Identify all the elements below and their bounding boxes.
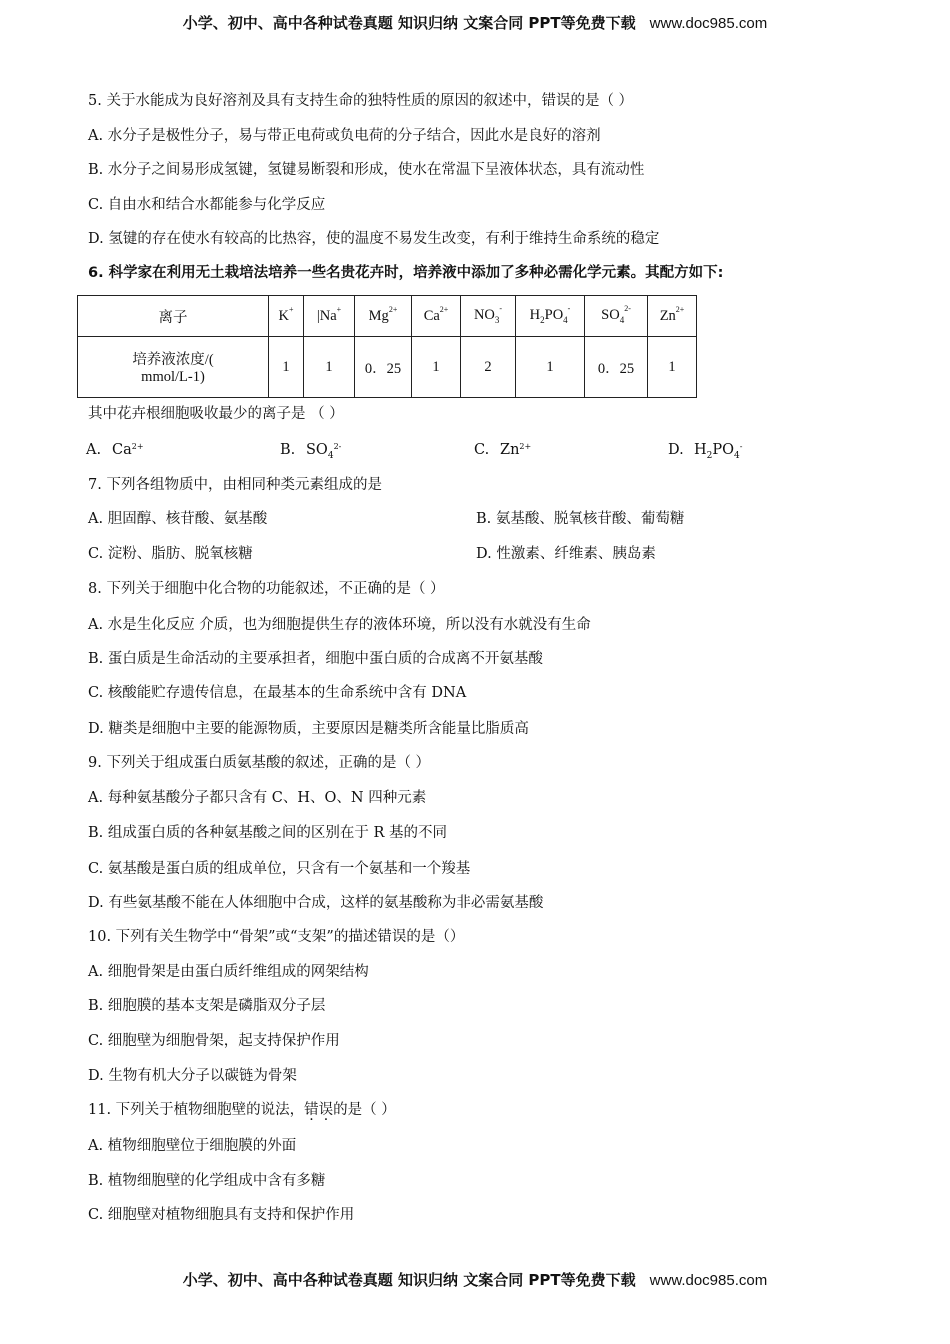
banner-text: 小学、初中、高中各种试卷真题 知识归纳 文案合同 PPT等免费下载 <box>182 14 636 32</box>
banner-text: 小学、初中、高中各种试卷真题 知识归纳 文案合同 PPT等免费下载 <box>182 1271 636 1289</box>
q9-option-b: B. 组成蛋白质的各种氨基酸之间的区别在于 R 基的不同 <box>88 825 448 841</box>
q11-option-c: C. 细胞壁对植物细胞具有支持和保护作用 <box>88 1207 355 1223</box>
ion-na: |Na+ <box>304 296 355 337</box>
ion-zn: $Zn^{2+}$ <box>648 296 697 337</box>
ion-h2po4: $H_2PO_4^-$ <box>516 296 585 337</box>
q11-option-b: B. 植物细胞壁的化学组成中含有多糖 <box>88 1173 326 1189</box>
ion-mg: $Mg^{2+}$ <box>355 296 412 337</box>
q5-option-c: C. 自由水和结合水都能参与化学反应 <box>88 197 326 213</box>
ion-no3: $NO_3^-$ <box>461 296 516 337</box>
q6-stem: 6. 科学家在利用无土栽培法培养一些名贵花卉时，培养液中添加了多种必需化学元素。其配方如下: <box>88 265 724 281</box>
ion-table <box>77 295 697 398</box>
table-row-label: 培养液浓度/( mmol/L-1) <box>78 337 269 398</box>
q6-question: 其中花卉根细胞吸收最少的离子是 （ ） <box>88 406 344 422</box>
value-no3: 2 <box>461 337 516 398</box>
q9-option-c: C. 氨基酸是蛋白质的组成单位，只含有一个氨基和一个羧基 <box>88 861 471 877</box>
q6-option-c: C. $Zn^{2+}$ <box>474 442 532 458</box>
q10-option-a: A. 细胞骨架是由蛋白质纤维组成的网架结构 <box>88 964 369 980</box>
q5-stem: 5. 关于水能成为良好溶剂及具有支持生命的独特性质的原因的叙述中，错误的是（ ） <box>88 93 634 109</box>
q11-option-a: A. 植物细胞壁位于细胞膜的外面 <box>88 1138 297 1154</box>
q6-option-b: B. $SO_4^{2-}$ <box>280 442 342 461</box>
top-banner <box>0 12 950 33</box>
q8-option-b: B. 蛋白质是生命活动的主要承担者，细胞中蛋白质的合成离不开氨基酸 <box>88 651 543 667</box>
q10-option-c: C. 细胞壁为细胞骨架，起支持保护作用 <box>88 1033 340 1049</box>
bottom-banner <box>0 1269 950 1290</box>
q8-option-a: A. 水是生化反应 介质，也为细胞提供生存的液体环境，所以没有水就没有生命 <box>88 617 591 633</box>
q8-option-d: D. 糖类是细胞中主要的能源物质，主要原因是糖类所含能量比脂质高 <box>88 721 529 737</box>
q5-option-b: B. 水分子之间易形成氢键，氢键易断裂和形成，使水在常温下呈液体状态，具有流动性 <box>88 162 645 178</box>
q10-option-b: B. 细胞膜的基本支架是磷脂双分子层 <box>88 998 326 1014</box>
q5-option-a: A. 水分子是极性分子，易与带正电荷或负电荷的分子结合，因此水是良好的溶剂 <box>88 128 601 144</box>
ion-ca: $Ca^{2+}$ <box>412 296 461 337</box>
value-zn: 1 <box>648 337 697 398</box>
value-na: 1 <box>304 337 355 398</box>
q8-stem: 8. 下列关于细胞中化合物的功能叙述，不正确的是（ ） <box>88 581 445 597</box>
table-header-label: 离子 <box>78 296 269 337</box>
q10-stem: 10. 下列有关生物学中“骨架”或“支架”的描述错误的是（） <box>88 929 465 945</box>
q5-option-d: D. 氢键的存在使水有较高的比热容，使的温度不易发生改变，有利于维持生命系统的稳定 <box>88 231 660 247</box>
q7-option-d: D. 性激素、纤维素、胰岛素 <box>476 546 656 562</box>
value-ca: 1 <box>412 337 461 398</box>
ion-k: K+ <box>269 296 304 337</box>
q10-option-d: D. 生物有机大分子以碳链为骨架 <box>88 1068 297 1084</box>
banner-url[interactable]: www.doc985.com <box>649 15 768 32</box>
q7-option-a: A. 胆固醇、核苷酸、氨基酸 <box>88 511 268 527</box>
q8-option-c: C. 核酸能贮存遗传信息，在最基本的生命系统中含有 DNA <box>88 685 467 701</box>
q9-option-a: A. 每种氨基酸分子都只含有 C、H、O、N 四种元素 <box>88 790 427 806</box>
q11-stem: 11. 下列关于植物细胞壁的说法，错误的是（ ） <box>88 1102 396 1118</box>
value-so4: 0．25 <box>585 337 648 398</box>
q9-stem: 9. 下列关于组成蛋白质氨基酸的叙述，正确的是（ ） <box>88 755 431 771</box>
q7-option-c: C. 淀粉、脂肪、脱氧核糖 <box>88 546 253 562</box>
value-mg: 0．25 <box>355 337 412 398</box>
q7-stem: 7. 下列各组物质中，由相同种类元素组成的是 <box>88 477 382 493</box>
q6-option-d: D. $H_2PO_4^-$ <box>668 442 743 461</box>
ion-so4: $SO_4^{2-}$ <box>585 296 648 337</box>
q7-option-b: B. 氨基酸、脱氧核苷酸、葡萄糖 <box>476 511 685 527</box>
banner-url[interactable]: www.doc985.com <box>649 1272 768 1289</box>
q6-option-a: A. $Ca^{2+}$ <box>86 442 144 458</box>
value-k: 1 <box>269 337 304 398</box>
q9-option-d: D. 有些氨基酸不能在人体细胞中合成，这样的氨基酸称为非必需氨基酸 <box>88 895 544 911</box>
value-h2po4: 1 <box>516 337 585 398</box>
